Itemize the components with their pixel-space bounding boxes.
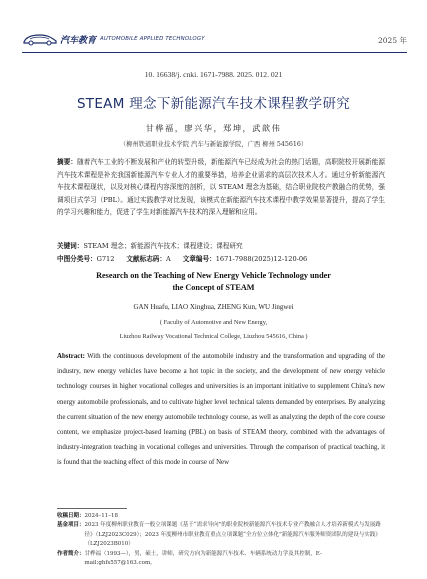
footnotes	[57, 512, 387, 568]
paper-title-cn: STEAM 理念下新能源汽车技术课程教学研究	[76, 96, 351, 112]
abstract-cn	[57, 156, 385, 219]
abstract-cn-label: 摘要：	[57, 158, 78, 166]
car-logo-icon	[22, 32, 58, 46]
abstract-en-text: With the continuous development of the automobile industry and the transformation and upgrading of the industry, new energy vehicles have become a hot topic in the society, and the development of new energy vehicle technology courses in higher vocational colleges and universities is an important initiative to supplement China's new energy automobile professionals, and to cultivate higher level technical talents demanded by enterprises. By analyzing the current situation of the new energy automobile technology course, as well as analyzing the depth of the core course content, we emphasize project-based learning (PBL) on basis of STEAM theory, combined with the advantages of industry-integration teaching in vocational colleges and universities. Through the comparison of practical teaching, it is found that the teaching effect of this mode in course of New	[57, 353, 385, 467]
clc-field	[57, 253, 114, 266]
affiliation-en-line1: ( Faculty of Automotive and New Energy,	[159, 319, 268, 326]
brand-subtitle: AUTOMOBILE APPLIED TECHNOLOGY	[100, 36, 205, 42]
authors-en: GAN Huafu, LIAO Xinghua, ZHENG Kun, WU Jingwei	[133, 303, 294, 311]
footnote-fund	[57, 521, 387, 549]
keywords-cn	[57, 240, 385, 253]
article-no-field	[183, 253, 308, 266]
clc-value: G712	[96, 255, 115, 263]
authors-cn: 甘桦福，廖兴华，郑坤，武歆伟	[145, 123, 282, 133]
doc-code-label: 文献标志码：	[126, 255, 166, 263]
footnote-received	[57, 512, 387, 521]
doc-code-field	[126, 253, 170, 266]
header-divider	[22, 52, 407, 53]
doc-code-value: A	[165, 255, 171, 263]
abstract-en	[57, 349, 385, 471]
article-no-value: 1671-7988(2025)12-120-06	[215, 255, 308, 263]
article-no-label: 文章编号：	[182, 255, 216, 263]
journal-header	[22, 32, 407, 52]
clc-label: 中图分类号：	[57, 255, 97, 263]
footnote-author	[57, 550, 387, 569]
received-date: 2024–11–18	[84, 513, 119, 519]
received-label: 收稿日期：	[57, 513, 85, 519]
keywords-cn-text: STEAM 理念；新能源汽车技术；课程建设；课程研究	[83, 242, 243, 250]
footnote-divider	[57, 508, 127, 509]
author-bio-text: 甘桦福（1993—），男，硕士，讲师，研究方向为新能源汽车技术、车辆系统动力学及其控制，E-mail:ghfs557@163.com。	[84, 550, 322, 567]
abstract-en-label: Abstract:	[57, 353, 85, 360]
journal-logo	[22, 32, 205, 46]
fund-label: 基金项目：	[57, 522, 85, 529]
affiliation-cn: （柳州铁道职业技术学院 汽车与新能源学院，广西 柳州 545616）	[119, 141, 308, 148]
paper-title-en	[0, 270, 427, 293]
fund-text: 2023 年度柳州职业教育一般立项课题《基于“需求导向”的职业院校新能源汽车技术专业产教融合人才培养新模式与发展路径》（LZJ2023C029）；2023 年度柳州市职业教育重点立项课题“全方位立体化”新能源汽车服务师资团队的建设与实践》（LZJ2023B010）	[84, 522, 381, 548]
affiliation-en-line2: Liuzhou Railway Vocational Technical College, Liuzhou 545616, China )	[119, 333, 308, 340]
paper-title-en-line1: Research on the Teaching of New Energy Vehicle Technology under	[96, 271, 331, 280]
author-bio-label: 作者简介：	[57, 550, 85, 557]
abstract-cn-text: 随着汽车工业的不断发展和产业的转型升级，新能源汽车已经成为社会的热门话题，高职院校开展新能源汽车技术课程是补充我国新能源汽车专业人才的重要举措，培养企业需求的高层次技术人才。通过分析新能源汽车技术课程现状，以及对核心课程内容深度的剖析，以 STEAM 理念为基础，结合职业院校产教融合的优势，强调项目式学习（PBL）。通过实践教学对比发现，该模式在新能源汽车技术课程中教学效果显著提升，提高了学生的学习兴趣和能力，促进了学生对新能源汽车技术的深入理解和应用。	[57, 158, 386, 216]
brand-name: 汽车教育	[60, 35, 97, 46]
classification-line	[57, 253, 385, 266]
issue-year: 2025 年	[378, 36, 407, 45]
keywords-cn-label: 关键词：	[57, 242, 84, 250]
paper-title-en-line2: the Concept of STEAM	[172, 282, 255, 292]
doi-line: 10. 16638/j. cnki. 1671-7988. 2025. 012. 021	[144, 70, 283, 79]
